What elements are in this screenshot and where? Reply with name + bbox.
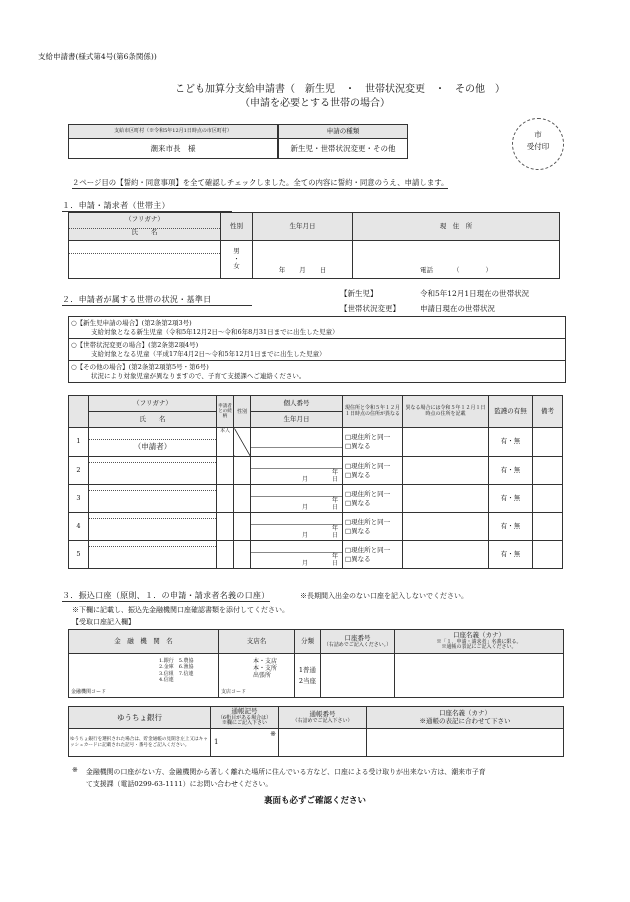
hh-name: 氏 名 [89, 412, 217, 428]
types2: 2.金庫 6.漁協 [159, 664, 194, 671]
section3-heading-note: ※長期間入出金のない口座を記入しないでください。 [300, 592, 468, 600]
yucho-desc: ゆうちょ銀行を選択された場合は、貯金通帳の見開き左上又はキャッシュカードに記載された記号・番号をご記入ください。 [69, 729, 211, 757]
self-label: 本人 [217, 428, 234, 457]
opt-same: □現住所と同一 [345, 517, 391, 526]
hh-dob: 生年月日 [251, 412, 343, 428]
stamp-line1: 市 [534, 130, 542, 139]
opt-same: □現住所と同一 [345, 489, 391, 498]
bottom-note: 裏面も必ずご確認ください [263, 796, 366, 806]
yucho-holder-note: ※通帳の表記に合わせて下さい [419, 716, 511, 725]
bank-fin-label: 金 融 機 関 名 [69, 630, 219, 654]
bank-branch-input[interactable] [219, 654, 295, 698]
case-other-title: ○【その他の場合】(第2条第2項第5号・第6号) [71, 362, 209, 371]
dob-year: 年 [278, 266, 286, 275]
types1: 1.銀行 5.農協 [159, 658, 194, 664]
mynum-input[interactable] [251, 513, 343, 541]
table-row [69, 513, 563, 541]
kigo-input[interactable] [211, 729, 279, 757]
types4: 4.信連 [159, 676, 174, 683]
furigana-label: （フリガナ） [69, 216, 220, 229]
bango-note: （右詰めでご記入下さい） [292, 717, 353, 724]
kind-futsu: 1普通 [298, 666, 317, 675]
day-mark: 日 [331, 476, 338, 484]
case-newborn-desc: 支給対象となる新生児童（令和5年12月2日～令和6年8月31日までに出生した児童） [91, 327, 339, 336]
name-input[interactable] [69, 241, 221, 279]
remarks-input[interactable] [533, 428, 563, 457]
mynum-input[interactable] [251, 485, 343, 513]
opt-same: □現住所と同一 [345, 461, 391, 470]
acct-label: 口座番号 [344, 633, 371, 642]
year-mark: 年 [331, 553, 338, 560]
kigo-note1: （6桁目がある場合は） [217, 714, 272, 721]
muni-value[interactable]: 潮来市長 様 [69, 139, 278, 159]
mynum-input[interactable] [251, 541, 343, 569]
day-mark: 日 [331, 560, 338, 568]
type-table [278, 124, 408, 159]
hh-sex: 性別 [234, 396, 251, 428]
types3: 3.信組 7.信連 [159, 670, 194, 677]
case-newborn[interactable] [69, 317, 566, 339]
opt-same: □現住所と同一 [345, 545, 391, 554]
case-change-desc: 支給対象となる児童（平成17年4月2日～令和5年12月1日までに出生した児童） [91, 349, 326, 358]
applicant-label: （申請者） [133, 441, 172, 451]
section3-heading: ３．振込口座（原則、１．の申請・請求者名義の口座） [62, 591, 270, 600]
kigo-one: 1 [214, 738, 219, 746]
holder-input[interactable] [395, 654, 564, 698]
hh-rel: 申請者との続柄 [217, 396, 234, 428]
yucho-table [68, 706, 564, 757]
criteria2-label: 【世帯状況変更】 [340, 304, 400, 313]
yucho-label: ゆうちょ銀行 [69, 707, 211, 729]
case-change[interactable] [69, 339, 566, 361]
opt-diff: □異なる [345, 470, 371, 479]
dob-month: 月 [299, 266, 306, 275]
opt-same: □現住所と同一 [345, 433, 391, 442]
phone-input[interactable]: （ ） [453, 266, 492, 275]
kigo-note2: ※欄にご記入下さい [221, 720, 267, 727]
table-row [69, 428, 563, 457]
care-choice[interactable]: 有・無 [489, 541, 533, 569]
hh-diff: 異なる場合には令和５年１２月１日時点の住所を記載 [403, 396, 489, 428]
table-row [69, 457, 563, 485]
holder-label: 口座名義（カナ） [453, 630, 505, 639]
holder-note1: ※「１．申請・請求者」名義に限る。 [436, 638, 522, 645]
criteria1-value: 令和5年12月1日現在の世帯状況 [420, 289, 530, 298]
addr-choice[interactable] [343, 428, 403, 457]
branch-code-label: 支店コード [221, 689, 247, 695]
muni-label: 支給市区町村（※令和5年12月1日時点の市区町村） [69, 125, 278, 139]
row-number: 2 [69, 457, 89, 485]
care-choice[interactable]: 有・無 [489, 428, 533, 457]
fin-code-label: 金融機関コード [71, 689, 107, 695]
address-label: 現 住 所 [353, 213, 560, 241]
form-code: 支給申請書(様式第4号(第6条関係)) [38, 52, 157, 61]
sex-choice[interactable] [221, 241, 253, 279]
receipt-label: 【受取口座記入欄】 [72, 618, 135, 626]
care-choice[interactable]: 有・無 [489, 513, 533, 541]
section1-heading: １．申請・請求者（世帯主） [62, 200, 232, 212]
opt-diff: □異なる [345, 442, 371, 450]
bango-input[interactable] [279, 729, 367, 757]
addr-choice[interactable] [343, 457, 403, 485]
care-choice[interactable]: 有・無 [489, 457, 533, 485]
month-mark: 月 [301, 560, 308, 568]
hh-care: 監護の有無 [489, 396, 533, 428]
household-table [68, 395, 563, 569]
acct-kind[interactable] [295, 654, 321, 698]
section3-note: ※下欄に記載し、振込先金融機関口座確認書類を添付してください。 [72, 606, 289, 614]
type-label: 申請の種類 [279, 125, 408, 139]
hh-addr-head: 現住所と令和５年１２月１日時点の住所が異なる [343, 396, 403, 428]
month-mark: 月 [301, 504, 308, 512]
row-number: 4 [69, 513, 89, 541]
row-number: 3 [69, 485, 89, 513]
type-value[interactable]: 新生児・世帯状況変更・その他 [279, 139, 408, 159]
case-other-desc: 状況により対象児童が異なりますので、子育て支援課へご連絡ください。 [91, 371, 306, 380]
header-table [68, 124, 278, 159]
opt-diff: □異なる [345, 526, 371, 535]
table-row [69, 485, 563, 513]
opt-diff: □異なる [345, 554, 371, 563]
female-text: 女 [233, 262, 240, 271]
year-mark: 年 [331, 525, 338, 532]
mynum-input[interactable] [251, 428, 343, 457]
form-subtitle: （申請を必要とする世帯の場合） [240, 98, 390, 109]
case-change-title: ○【世帯状況変更の場合】(第2条第2項4号) [71, 340, 199, 349]
row-number: 1 [69, 428, 89, 457]
day-mark: 日 [331, 504, 338, 512]
phone-label: 電話 [420, 266, 433, 275]
criteria1-label: 【新生児】 [340, 289, 378, 298]
mynum-input[interactable] [251, 457, 343, 485]
bank-fin-input[interactable] [69, 654, 219, 698]
year-mark: 年 [331, 497, 338, 504]
yucho-holder-input[interactable] [367, 729, 564, 757]
kigo-label: 通帳記号 [231, 706, 258, 715]
section2-heading: ２．申請者が属する世帯の状況・基準日 [62, 294, 252, 306]
acct-note: （右詰めでご記入ください。） [323, 641, 392, 648]
row-number: 5 [69, 541, 89, 569]
stamp-line2: 受付印 [526, 142, 550, 151]
dob-label: 生年月日 [253, 213, 353, 241]
case-other[interactable] [69, 361, 566, 383]
dob-input[interactable] [253, 241, 353, 279]
branch-type3: 出張所 [253, 672, 272, 680]
footnote-line1: 金融機関の口座がない方、金融機関から著しく離れた場所に住んでいる方など、口座による受け取りが出来ない方は、潮来市子育 [86, 768, 486, 776]
year-mark: 年 [331, 469, 338, 476]
form-title: こども加算分支給申請書（ 新生児 ・ 世帯状況変更 ・ その他 ） [175, 84, 505, 95]
month-mark: 月 [301, 476, 308, 484]
confirm-text: ２ページ目の【誓約・同意事項】を全て確認しチェックしました。全ての内容に誓約・同意のうえ、申請します。 [72, 178, 449, 187]
branch-type1: 本・支店 [253, 658, 278, 665]
holder-note2: ※通帳の表記にご記入ください。 [441, 644, 517, 651]
cases-table [68, 316, 566, 383]
bango-label: 通帳番号 [309, 709, 336, 718]
hh-furigana: （フリガナ） [89, 396, 217, 412]
dob-day: 日 [319, 266, 327, 275]
acct-number-input[interactable] [321, 654, 395, 698]
reception-stamp [512, 118, 564, 170]
diff-input[interactable] [403, 428, 489, 457]
sex-label: 性別 [221, 213, 253, 241]
opt-diff: □異なる [345, 498, 371, 507]
male-text: 男 [233, 246, 240, 255]
footnote-mark: ※ [72, 766, 78, 774]
case-newborn-title: ○【新生児申請の場合】(第2条第2項3号) [71, 318, 192, 327]
branch-type2: 本・支所 [253, 665, 278, 673]
criteria2-value: 申請日現在の世帯状況 [420, 304, 495, 313]
kind-touza: 2当座 [298, 676, 317, 685]
day-mark: 日 [331, 532, 338, 540]
bank-branch-label: 支店名 [219, 630, 295, 654]
addr-choice[interactable] [343, 541, 403, 569]
table-row [69, 541, 563, 569]
care-choice[interactable]: 有・無 [489, 485, 533, 513]
name-label: 氏 名 [131, 228, 158, 237]
sex-dot: ・ [233, 254, 240, 263]
bank-kind-label: 分類 [295, 630, 321, 654]
bank-table [68, 629, 564, 698]
footnote-line2: て支援課（電話0299-63-1111）にお問い合わせください。 [86, 780, 273, 788]
kigo-star: ※ [270, 730, 276, 738]
address-input[interactable] [353, 241, 560, 279]
addr-choice[interactable] [343, 513, 403, 541]
yucho-holder-label: 口座名義（カナ） [439, 708, 491, 717]
month-mark: 月 [301, 532, 308, 540]
hh-mynum: 個人番号 [251, 396, 343, 412]
addr-choice[interactable] [343, 485, 403, 513]
hh-remarks: 備考 [533, 396, 563, 428]
applicant-table [68, 212, 560, 279]
